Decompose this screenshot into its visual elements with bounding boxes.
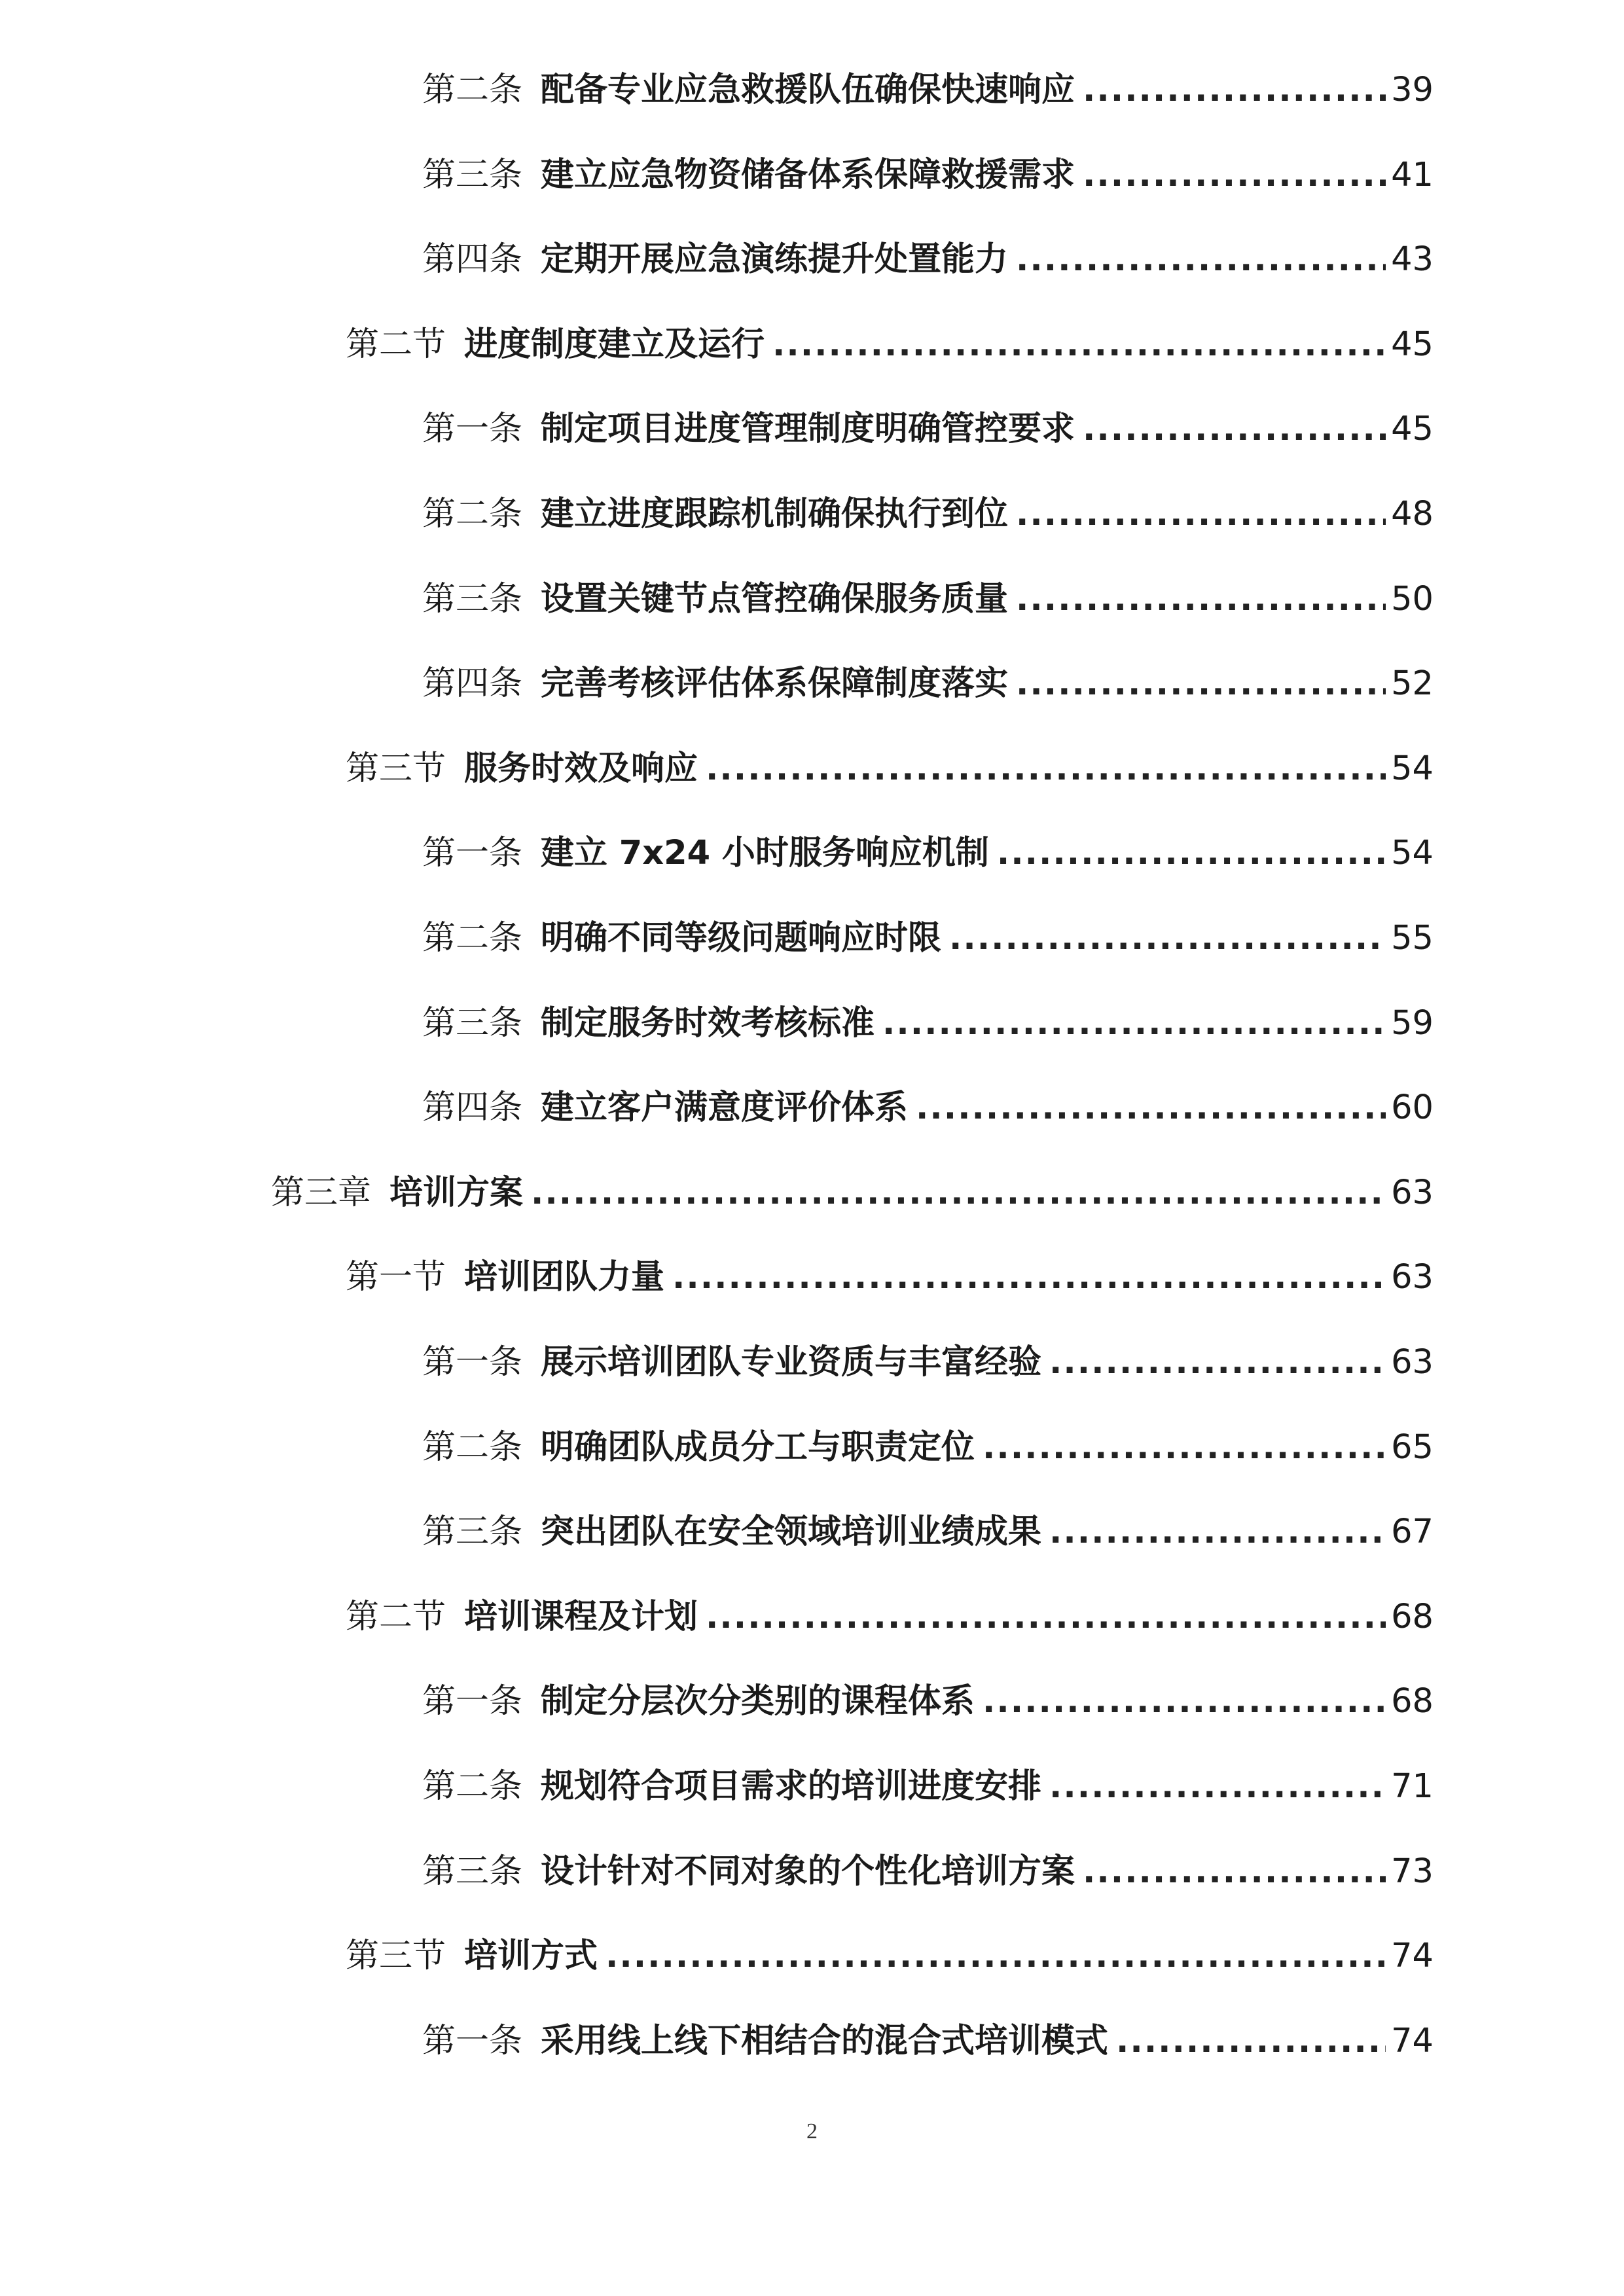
toc-entry-title: 明确不同等级问题响应时限 (541, 919, 942, 958)
toc-dot-leader (1049, 1336, 1386, 1389)
toc-entry-page-number: 63 (1391, 1343, 1434, 1382)
toc-entry-article[interactable] (422, 64, 1434, 117)
toc-entry-prefix: 第一条 (422, 2021, 523, 2060)
toc-entry-chapter[interactable] (271, 1167, 1434, 1219)
toc-entry-page-number: 63 (1391, 1173, 1434, 1212)
toc-dot-leader (672, 1251, 1386, 1304)
toc-entry-article[interactable] (422, 1676, 1434, 1728)
toc-entry-prefix: 第三条 (422, 155, 523, 194)
toc-entry-prefix: 第二条 (422, 919, 523, 958)
toc-entry-prefix: 第三节 (346, 749, 446, 788)
toc-entry-title: 建立进度跟踪机制确保执行到位 (541, 495, 1009, 533)
toc-entry-title: 完善考核评估体系保障制度落实 (541, 664, 1009, 704)
toc-entry-title: 培训方案 (389, 1173, 524, 1212)
toc-entry-prefix: 第三条 (422, 1513, 523, 1552)
toc-entry-article[interactable] (422, 912, 1434, 965)
toc-entry-page-number: 55 (1391, 919, 1434, 958)
toc-dot-leader (997, 827, 1386, 880)
toc-dot-leader (1083, 64, 1386, 117)
toc-entry-title: 突出团队在安全领域培训业绩成果 (541, 1513, 1042, 1552)
toc-entry-prefix: 第一条 (422, 410, 523, 449)
toc-entry-article[interactable] (422, 573, 1434, 626)
toc-dot-leader (949, 912, 1386, 965)
toc-entry-title: 配备专业应急救援队伍确保快速响应 (541, 71, 1075, 109)
toc-entry-page-number: 73 (1391, 1852, 1434, 1891)
toc-entry-page-number: 41 (1391, 155, 1434, 194)
toc-entry-section[interactable] (346, 1591, 1434, 1643)
toc-entry-article[interactable] (422, 403, 1434, 456)
toc-entry-prefix: 第四条 (422, 1088, 523, 1128)
toc-dot-leader (1016, 573, 1386, 626)
toc-entry-title: 设置关键节点管控确保服务质量 (541, 579, 1009, 619)
toc-entry-prefix: 第二条 (422, 71, 523, 109)
toc-dot-leader (605, 1930, 1386, 1982)
toc-entry-title: 建立应急物资储备体系保障救援需求 (541, 155, 1075, 194)
toc-entry-page-number: 71 (1391, 1767, 1434, 1806)
toc-entry-prefix: 第三条 (422, 1852, 523, 1891)
toc-entry-prefix: 第二条 (422, 1427, 523, 1467)
page-number: 2 (806, 2119, 818, 2144)
toc-entry-page-number: 54 (1391, 834, 1434, 873)
toc-entry-title: 展示培训团队专业资质与丰富经验 (541, 1343, 1042, 1382)
toc-entry-page-number: 50 (1391, 579, 1434, 619)
toc-entry-page-number: 39 (1391, 71, 1434, 109)
toc-entry-section[interactable] (346, 1930, 1434, 1982)
toc-entry-page-number: 59 (1391, 1003, 1434, 1043)
toc-dot-leader (1116, 2015, 1386, 2068)
toc-entry-page-number: 54 (1391, 749, 1434, 788)
toc-entry-page-number: 68 (1391, 1682, 1434, 1721)
toc-entry-title: 制定项目进度管理制度明确管控要求 (541, 410, 1075, 449)
toc-entry-page-number: 63 (1391, 1258, 1434, 1297)
toc-dot-leader (531, 1167, 1386, 1219)
toc-entry-title: 制定服务时效考核标准 (541, 1003, 875, 1043)
toc-entry-title: 建立 7x24 小时服务响应机制 (541, 834, 989, 873)
toc-entry-title: 规划符合项目需求的培训进度安排 (541, 1767, 1042, 1806)
toc-entry-title: 建立客户满意度评价体系 (541, 1088, 909, 1128)
toc-entry-page-number: 48 (1391, 495, 1434, 533)
toc-entry-article[interactable] (422, 827, 1434, 880)
toc-entry-article[interactable] (422, 1761, 1434, 1813)
toc-dot-leader (706, 743, 1386, 795)
toc-entry-prefix: 第一条 (422, 1682, 523, 1721)
toc-entry-prefix: 第二节 (346, 1597, 446, 1636)
toc-entry-page-number: 67 (1391, 1513, 1434, 1552)
toc-dot-leader (916, 1082, 1386, 1134)
toc-entry-prefix: 第三条 (422, 1003, 523, 1043)
toc-dot-leader (882, 997, 1386, 1050)
toc-entry-title: 采用线上线下相结合的混合式培训模式 (541, 2021, 1109, 2060)
toc-dot-leader (1049, 1761, 1386, 1813)
toc-entry-article[interactable] (422, 488, 1434, 541)
toc-entry-section[interactable] (346, 1251, 1434, 1304)
toc-entry-page-number: 60 (1391, 1088, 1434, 1128)
toc-dot-leader (983, 1676, 1386, 1728)
toc-entry-article[interactable] (422, 149, 1434, 202)
toc-dot-leader (983, 1422, 1386, 1474)
toc-dot-leader (772, 319, 1386, 371)
toc-entry-title: 服务时效及响应 (464, 749, 698, 788)
toc-entry-prefix: 第四条 (422, 664, 523, 704)
toc-entry-article[interactable] (422, 1082, 1434, 1134)
toc-entry-page-number: 74 (1391, 2021, 1434, 2060)
toc-dot-leader (1049, 1506, 1386, 1558)
toc-entry-page-number: 43 (1391, 240, 1434, 279)
toc-entry-title: 培训课程及计划 (464, 1597, 698, 1636)
toc-dot-leader (1016, 488, 1386, 541)
toc-entry-page-number: 45 (1391, 325, 1434, 364)
toc-entry-prefix: 第一条 (422, 1343, 523, 1382)
toc-entry-prefix: 第二节 (346, 325, 446, 364)
toc-entry-title: 制定分层次分类别的课程体系 (541, 1682, 975, 1721)
toc-entry-article[interactable] (422, 2015, 1434, 2068)
toc-dot-leader (1083, 149, 1386, 202)
toc-entry-section[interactable] (346, 319, 1434, 371)
toc-entry-article[interactable] (422, 997, 1434, 1050)
toc-entry-title: 培训团队力量 (464, 1258, 665, 1297)
toc-entry-title: 定期开展应急演练提升处置能力 (541, 240, 1009, 279)
toc-entry-prefix: 第一节 (346, 1258, 446, 1297)
toc-entry-article[interactable] (422, 1846, 1434, 1898)
toc-entry-prefix: 第二条 (422, 495, 523, 533)
toc-entry-article[interactable] (422, 234, 1434, 286)
toc-entry-section[interactable] (346, 743, 1434, 795)
toc-entry-page-number: 65 (1391, 1427, 1434, 1467)
toc-entry-title: 进度制度建立及运行 (464, 325, 765, 364)
toc-entry-page-number: 74 (1391, 1937, 1434, 1976)
toc-dot-leader (706, 1591, 1386, 1643)
toc-dot-leader (1083, 403, 1386, 456)
toc-entry-title: 明确团队成员分工与职责定位 (541, 1427, 975, 1467)
toc-entry-page-number: 45 (1391, 410, 1434, 449)
toc-entry-prefix: 第二条 (422, 1767, 523, 1806)
toc-entry-article[interactable] (422, 1422, 1434, 1474)
toc-entry-prefix: 第四条 (422, 240, 523, 279)
toc-entry-page-number: 52 (1391, 664, 1434, 704)
toc-entry-article[interactable] (422, 1336, 1434, 1389)
toc-dot-leader (1083, 1846, 1386, 1898)
toc-entry-article[interactable] (422, 1506, 1434, 1558)
toc-entry-title: 设计针对不同对象的个性化培训方案 (541, 1852, 1075, 1891)
toc-dot-leader (1016, 658, 1386, 710)
toc-entry-prefix: 第三条 (422, 579, 523, 619)
toc-entry-article[interactable] (422, 658, 1434, 710)
toc-entry-title: 培训方式 (464, 1937, 598, 1976)
toc-entry-prefix: 第三节 (346, 1937, 446, 1976)
toc-entry-prefix: 第一条 (422, 834, 523, 873)
toc-dot-leader (1016, 234, 1386, 286)
toc-entry-prefix: 第三章 (271, 1173, 372, 1212)
toc-entry-page-number: 68 (1391, 1597, 1434, 1636)
